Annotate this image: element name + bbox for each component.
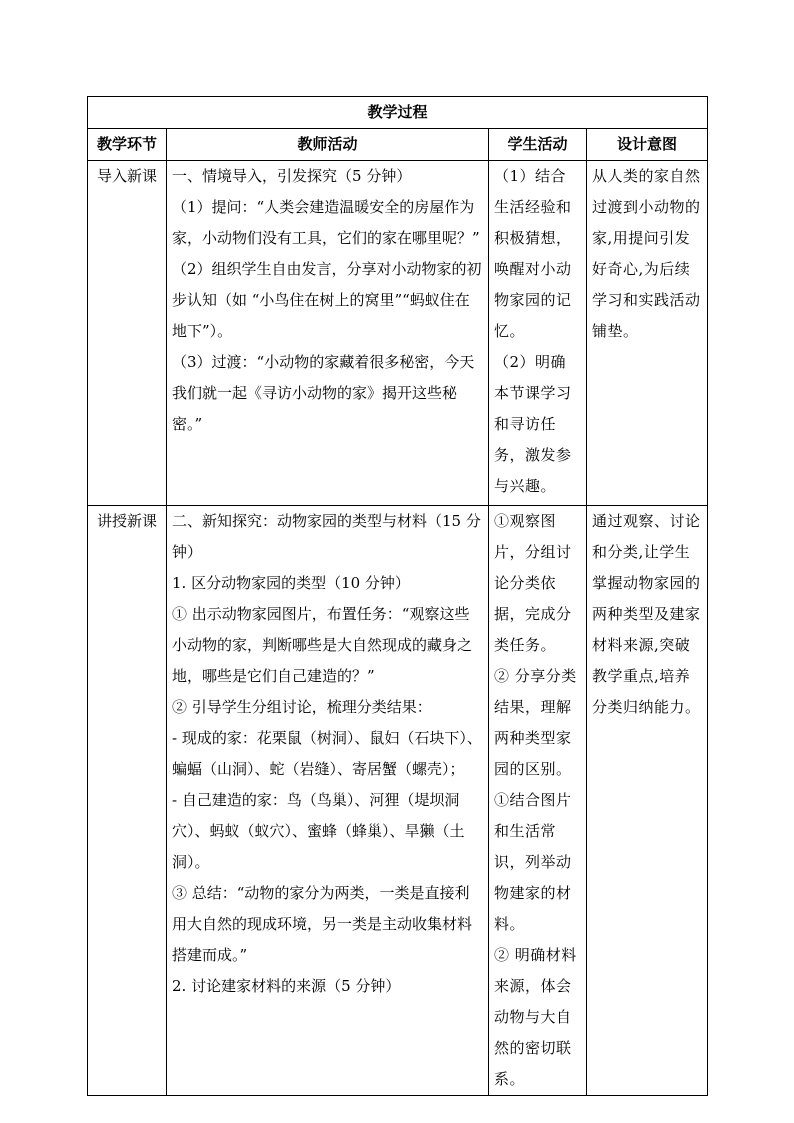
student-paragraph: （1）结合生活经验和积极猜想，唤醒对小动物家园的记忆。 [494,167,572,340]
table-header-row [88,129,708,161]
teaching-process-table [87,96,708,1096]
student-paragraph: ② 分享分类结果，理解两种类型家园的区别。 [494,667,577,778]
intent-paragraph: 从人类的家自然过渡到小动物的家,用提问引发好奇心,为后续学习和实践活动铺垫。 [592,167,701,340]
teacher-paragraph: 二、新知探究：动物家园的类型与材料（15 分钟） [172,512,481,561]
student-activity [489,161,587,506]
teacher-paragraph: （3）过渡：“小动物的家藏着很多秘密，今天我们就一起《寻访小动物的家》揭开这些秘密。” [172,353,475,433]
table-title-row [88,97,708,129]
teacher-paragraph: （2）组织学生自由发言，分享对小动物家的初步认知（如 “小鸟住在树上的窝里”“蚂蚁住在地下”）。 [172,260,482,340]
design-intent [587,161,708,506]
teacher-activity [167,161,489,506]
intent-paragraph: 通过观察、讨论和分类,让学生掌握动物家园的两种类型及建家材料来源,突破教学重点,培养分类归纳能力。 [592,512,701,716]
teacher-activity [167,506,489,1096]
teacher-paragraph: （1）提问：“人类会建造温暖安全的房屋作为家，小动物们没有工具，它们的家在哪里呢？” [172,198,480,247]
section-label: 导入新课 [88,161,167,506]
student-paragraph: （2）明确本节课学习和寻访任务，激发参与兴趣。 [494,353,572,495]
header-teacher: 教师活动 [167,129,489,161]
header-intent: 设计意图 [587,129,708,161]
header-student: 学生活动 [489,129,587,161]
teacher-paragraph: ③ 总结：“动物的家分为两类，一类是直接利用大自然的现成环境，另一类是主动收集材料搭建而成。” [172,884,473,964]
table-row [88,161,708,506]
teacher-paragraph: ② 引导学生分组讨论，梳理分类结果： [172,698,432,716]
student-paragraph: ①结合图片和生活常识，列举动物建家的材料。 [494,791,572,933]
teacher-paragraph: 一、情境导入，引发探究（5 分钟） [172,167,412,185]
teacher-paragraph: 2. 讨论建家材料的来源（5 分钟） [172,977,401,995]
teacher-paragraph: - 自己建造的家：鸟（鸟巢）、河狸（堤坝洞穴）、蚂蚁（蚁穴）、蜜蜂（蜂巢）、旱獭（土洞）。 [172,791,465,871]
table-title: 教学过程 [88,97,708,129]
header-section: 教学环节 [88,129,167,161]
table-row [88,506,708,1096]
design-intent [587,506,708,1096]
section-label: 讲授新课 [88,506,167,1096]
student-activity [489,506,587,1096]
teacher-paragraph: - 现成的家：花栗鼠（树洞）、鼠妇（石块下）、蝙蝠（山洞）、蛇（岩缝）、寄居蟹（螺壳）； [172,729,482,778]
teacher-paragraph: ① 出示动物家园图片，布置任务：“观察这些小动物的家，判断哪些是大自然现成的藏身之地，哪些是它们自己建造的？” [172,605,473,685]
student-paragraph: ①观察图片，分组讨论分类依据，完成分类任务。 [494,512,572,654]
teacher-paragraph: 1. 区分动物家园的类型（10 分钟） [172,574,410,592]
student-paragraph: ② 明确材料来源，体会动物与大自然的密切联系。 [494,946,577,1088]
